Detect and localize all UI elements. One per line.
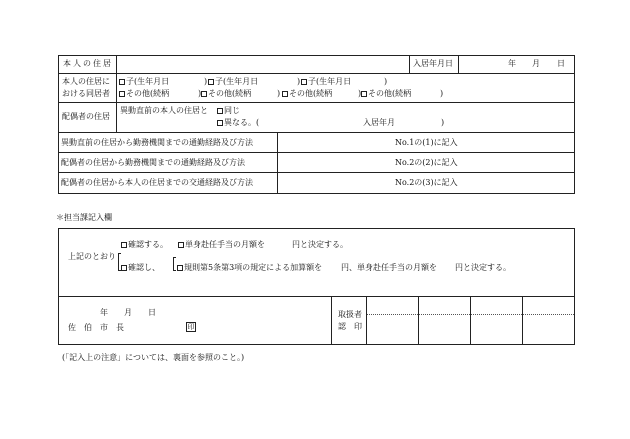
spouse-diff-checkbox[interactable]: 異なる。( [217,119,259,127]
checkbox-icon[interactable] [361,91,367,97]
dotted-divider [367,314,574,315]
route-note-2: No.2の(2)に記入 [395,158,458,167]
footnote: (「記入上の注意」については、裏面を参照のこと。) [62,353,245,362]
move-in-month-unit: 月 [532,59,540,68]
other-checkbox-4[interactable]: その他(続柄 [361,90,411,98]
confirm2-checkbox[interactable]: 確認し、 [121,264,160,272]
checkbox-icon[interactable] [208,79,214,85]
other-checkbox-3[interactable]: その他(続柄 [282,90,332,98]
office-year-unit: 年 [100,308,108,317]
col-divider [458,55,459,73]
row-divider [58,73,575,74]
paren-close: ) [441,118,445,127]
col-divider [409,55,410,73]
additional-amount: 円、単身赴任手当の月額を [341,263,437,272]
child-checkbox-1[interactable]: 子(生年月日 [119,78,169,86]
allowance-decided: 円と決定する。 [292,240,348,249]
paren-close: ) [440,89,444,98]
row-divider [58,152,575,153]
seal-icon: 印 [187,323,195,331]
checkbox-icon[interactable] [217,108,223,114]
checkbox-icon[interactable] [177,265,183,271]
row-divider [58,296,575,297]
confirm-checkbox[interactable]: 確認する。 [121,241,168,249]
handler-label-2: 認 印 [338,322,362,331]
paren-close: ) [297,77,301,86]
paren-close: ) [204,77,208,86]
col-divider [331,296,332,345]
spouse-label: 配偶者の住居 [62,112,110,121]
col-divider [116,55,117,132]
spouse-move-in-label: 入居年月 [363,118,395,127]
route-note-3: No.2の(3)に記入 [395,178,458,187]
spouse-text: 異動直前の本人の住居と [120,106,208,115]
bracket [173,257,176,271]
child-checkbox-2[interactable]: 子(生年月日 [208,78,258,86]
allowance-checkbox[interactable]: 単身赴任手当の月額を [178,241,265,249]
address-field[interactable] [118,57,407,71]
checkbox-icon[interactable] [119,91,125,97]
cohabitant-label-1: 本人の住居に [62,77,110,86]
paren-close: ) [198,89,202,98]
route-label-1: 異動直前の住居から勤務機関までの通勤経路及び方法 [61,138,253,147]
child-checkbox-3[interactable]: 子(生年月日 [301,78,351,86]
checkbox-icon[interactable] [178,242,184,248]
col-divider [470,296,471,345]
paren-close: ) [358,89,362,98]
office-lead: 上記のとおり [68,252,116,261]
checkbox-icon[interactable] [217,120,223,126]
route-label-3: 配偶者の住居から本人の住居までの交通経路及び方法 [61,178,253,187]
col-divider [277,132,278,194]
rule-checkbox[interactable]: 規則第5条第3項の規定による加算額を [177,264,322,272]
move-in-year-unit: 年 [508,59,516,68]
checkbox-icon[interactable] [119,79,125,85]
address-label: 本人の住居 [63,59,113,68]
spouse-same-checkbox[interactable]: 同じ [217,107,240,115]
route-note-1: No.1の(1)に記入 [395,138,458,147]
row-divider [58,172,575,173]
row-divider [58,132,575,133]
checkbox-icon[interactable] [121,265,127,271]
office-section-title: ＊担当課記入欄 [56,213,112,222]
cohabitant-label-2: おける同居者 [62,89,110,98]
office-month-unit: 月 [124,308,132,317]
allowance-decided-2: 円と決定する。 [455,263,511,272]
move-in-day-unit: 日 [557,59,565,68]
handler-label-1: 取扱者 [338,310,362,319]
other-checkbox-1[interactable]: その他(続柄 [119,90,169,98]
route-label-2: 配偶者の住居から勤務機関までの通勤経路及び方法 [61,158,245,167]
checkbox-icon[interactable] [201,91,207,97]
checkbox-icon[interactable] [301,79,307,85]
office-day-unit: 日 [148,308,156,317]
mayor-label: 佐 伯 市 長 [68,323,124,332]
col-divider [522,296,523,345]
checkbox-icon[interactable] [121,242,127,248]
move-in-label: 入居年月日 [413,59,453,68]
paren-close: ) [384,77,388,86]
col-divider [418,296,419,345]
paren-close: ) [277,89,281,98]
application-table [58,55,575,194]
col-divider [366,296,367,345]
checkbox-icon[interactable] [282,91,288,97]
row-divider [58,102,575,103]
other-checkbox-2[interactable]: その他(続柄 [201,90,251,98]
